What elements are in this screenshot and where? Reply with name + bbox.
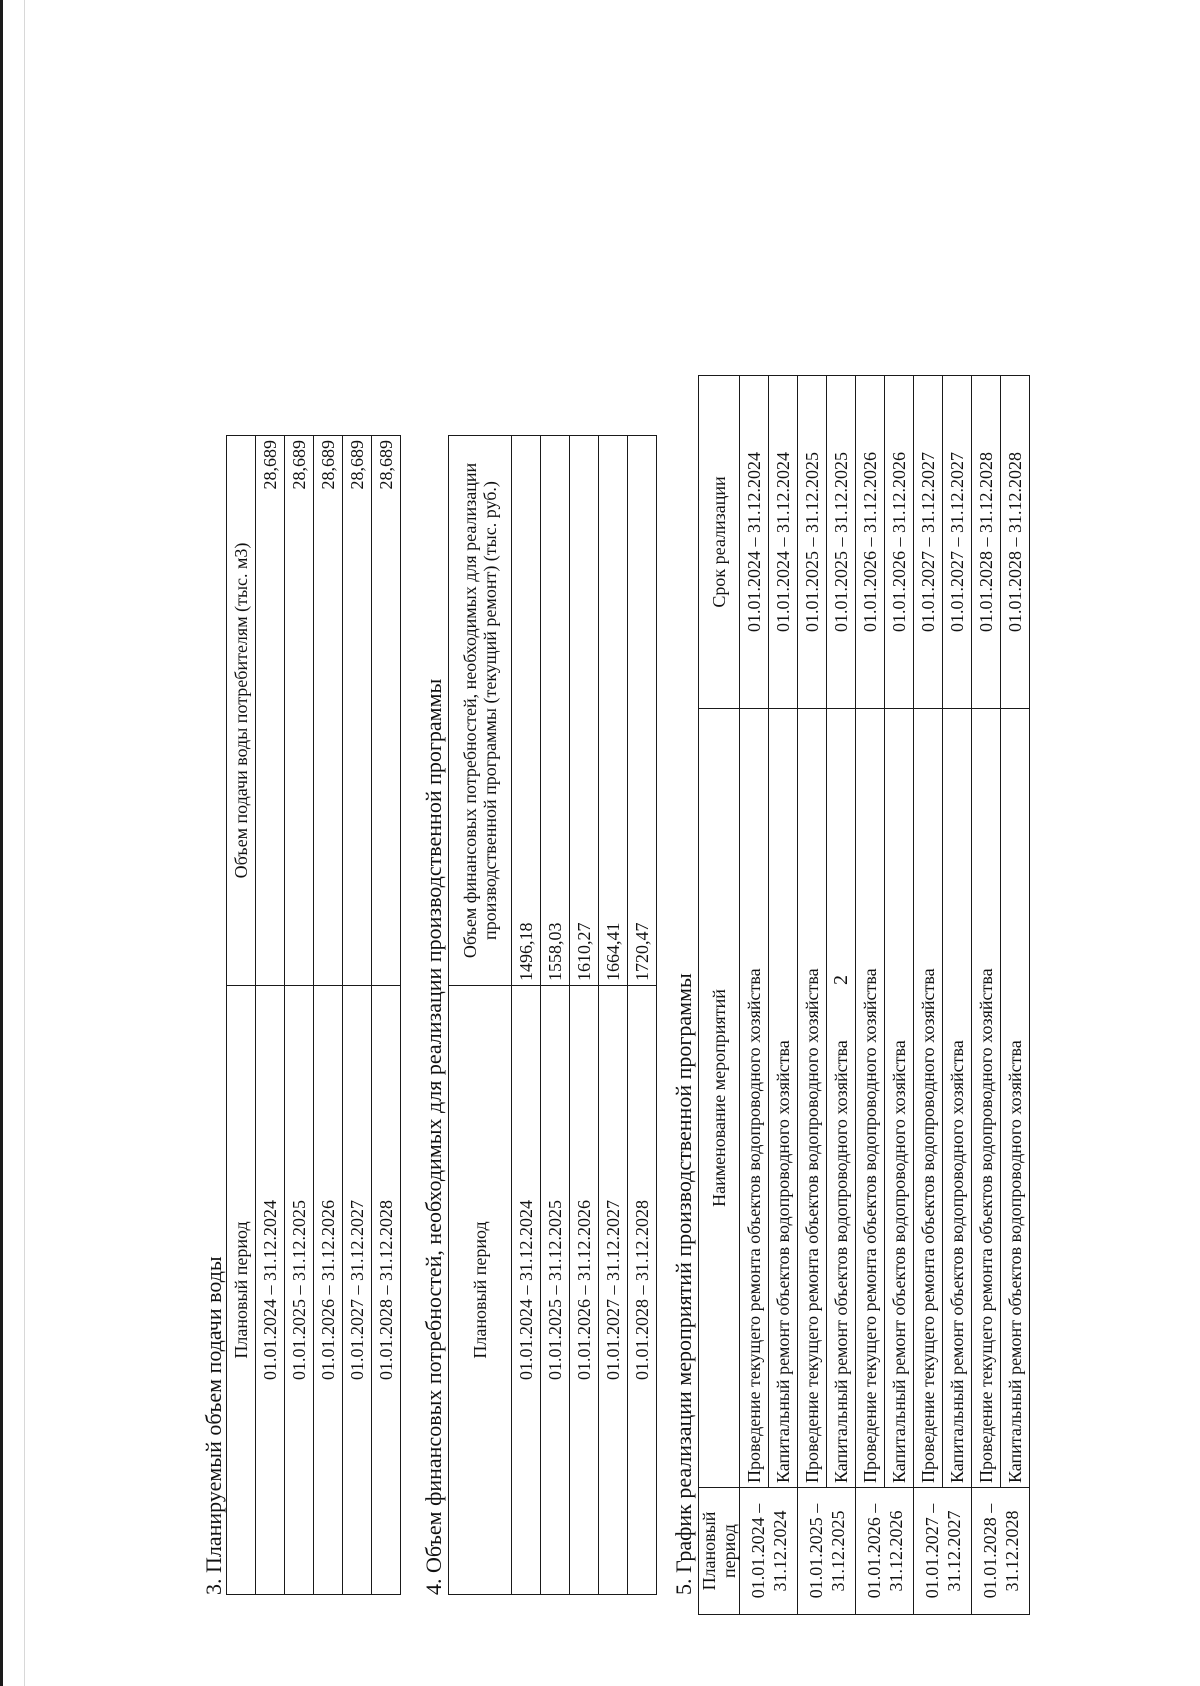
- period-cell: 01.01.2027 – 31.12.2027: [343, 986, 372, 1595]
- water-volume-table: [226, 435, 401, 1595]
- value-cell: 28,689: [314, 436, 343, 986]
- term-cell: 01.01.2026 – 31.12.2026: [856, 376, 885, 709]
- section4-title: 4. Объем финансовых потребностей, необходимых для реализации производственной программы: [421, 678, 446, 1595]
- period-cell: 01.01.2024 – 31.12.2024: [256, 986, 285, 1595]
- table-row: [914, 376, 943, 1615]
- table-row: [343, 436, 372, 1595]
- term-cell: 01.01.2026 – 31.12.2026: [885, 376, 914, 709]
- term-cell: 01.01.2025 – 31.12.2025: [827, 376, 856, 709]
- value-cell: 1664,41: [599, 436, 628, 986]
- period-cell: 01.01.2026 – 31.12.2026: [314, 986, 343, 1595]
- table-row: [856, 376, 885, 1615]
- term-cell: 01.01.2027 – 31.12.2027: [943, 376, 972, 709]
- value-cell: 28,689: [256, 436, 285, 986]
- table-row: [972, 376, 1001, 1615]
- term-cell: 01.01.2025 – 31.12.2025: [798, 376, 827, 709]
- value-cell: 1496,18: [512, 436, 541, 986]
- activity-cell: Капитальный ремонт объектов водопроводного хозяйства: [827, 709, 856, 1488]
- scan-left-edge: [0, 0, 3, 1686]
- activity-cell: Капитальный ремонт объектов водопроводного хозяйства: [1001, 709, 1030, 1488]
- activity-cell: Проведение текущего ремонта объектов водопроводного хозяйства: [972, 709, 1001, 1488]
- table-row: [798, 376, 827, 1615]
- value-cell: 28,689: [285, 436, 314, 986]
- activity-cell: Проведение текущего ремонта объектов водопроводного хозяйства: [856, 709, 885, 1488]
- activity-cell: Проведение текущего ремонта объектов водопроводного хозяйства: [740, 709, 769, 1488]
- table-row: [628, 436, 657, 1595]
- value-cell: 28,689: [372, 436, 401, 986]
- period-cell: 01.01.2028 – 31.12.2028: [972, 1488, 1030, 1615]
- table-row: [512, 436, 541, 1595]
- header-period: Плановый период: [449, 986, 512, 1595]
- table-row: [256, 436, 285, 1595]
- table-row: [285, 436, 314, 1595]
- period-cell: 01.01.2028 – 31.12.2028: [372, 986, 401, 1595]
- header-period: Плановый период: [227, 986, 256, 1595]
- table-row: [541, 436, 570, 1595]
- period-cell: 01.01.2028 – 31.12.2028: [628, 986, 657, 1595]
- period-cell: 01.01.2027 – 31.12.2027: [599, 986, 628, 1595]
- value-cell: 28,689: [343, 436, 372, 986]
- section5-title: 5. График реализации мероприятий производственной программы: [671, 973, 696, 1595]
- value-cell: 1558,03: [541, 436, 570, 986]
- rotated-page-content: [200, 345, 1050, 1615]
- table-row: [827, 376, 856, 1615]
- header-period: Плановый период: [699, 1488, 740, 1615]
- table-row: [943, 376, 972, 1615]
- table-row: [1001, 376, 1030, 1615]
- period-cell: 01.01.2025 – 31.12.2025: [798, 1488, 856, 1615]
- table-row: [314, 436, 343, 1595]
- value-cell: 1610,27: [570, 436, 599, 986]
- activity-cell: Капитальный ремонт объектов водопроводного хозяйства: [885, 709, 914, 1488]
- table-header-row: [449, 436, 512, 1595]
- activity-cell: Капитальный ремонт объектов водопроводного хозяйства: [769, 709, 798, 1488]
- term-cell: 01.01.2028 – 31.12.2028: [1001, 376, 1030, 709]
- term-cell: 01.01.2027 – 31.12.2027: [914, 376, 943, 709]
- period-cell: 01.01.2025 – 31.12.2025: [285, 986, 314, 1595]
- activity-cell: Проведение текущего ремонта объектов водопроводного хозяйства: [914, 709, 943, 1488]
- table-row: [740, 376, 769, 1615]
- header-activity: Наименование мероприятий: [699, 709, 740, 1488]
- scan-fold-line: [24, 0, 25, 1686]
- header-volume: Объем подачи воды потребителям (тыс. м3): [227, 436, 256, 986]
- table-row: [769, 376, 798, 1615]
- header-term: Срок реализации: [699, 376, 740, 709]
- page-number: 2: [830, 975, 852, 985]
- financial-needs-table: [448, 435, 657, 1595]
- period-cell: 01.01.2025 – 31.12.2025: [541, 986, 570, 1595]
- activity-cell: Капитальный ремонт объектов водопроводного хозяйства: [943, 709, 972, 1488]
- schedule-table: [698, 375, 1030, 1615]
- term-cell: 01.01.2028 – 31.12.2028: [972, 376, 1001, 709]
- period-cell: 01.01.2027 – 31.12.2027: [914, 1488, 972, 1615]
- period-cell: 01.01.2024 – 31.12.2024: [740, 1488, 798, 1615]
- table-row: [570, 436, 599, 1595]
- table-row: [372, 436, 401, 1595]
- period-cell: 01.01.2024 – 31.12.2024: [512, 986, 541, 1595]
- period-cell: 01.01.2026 – 31.12.2026: [570, 986, 599, 1595]
- section3-title: 3. Планируемый объем подачи воды: [201, 1256, 226, 1595]
- table-row: [599, 436, 628, 1595]
- value-cell: 1720,47: [628, 436, 657, 986]
- header-financial-volume: Объем финансовых потребностей, необходимых для реализации производственной программы (текущий ремонт) (тыс. руб.): [449, 436, 512, 986]
- activity-cell: Проведение текущего ремонта объектов водопроводного хозяйства: [798, 709, 827, 1488]
- table-header-row: [227, 436, 256, 1595]
- table-header-row: [699, 376, 740, 1615]
- term-cell: 01.01.2024 – 31.12.2024: [740, 376, 769, 709]
- table-row: [885, 376, 914, 1615]
- term-cell: 01.01.2024 – 31.12.2024: [769, 376, 798, 709]
- period-cell: 01.01.2026 – 31.12.2026: [856, 1488, 914, 1615]
